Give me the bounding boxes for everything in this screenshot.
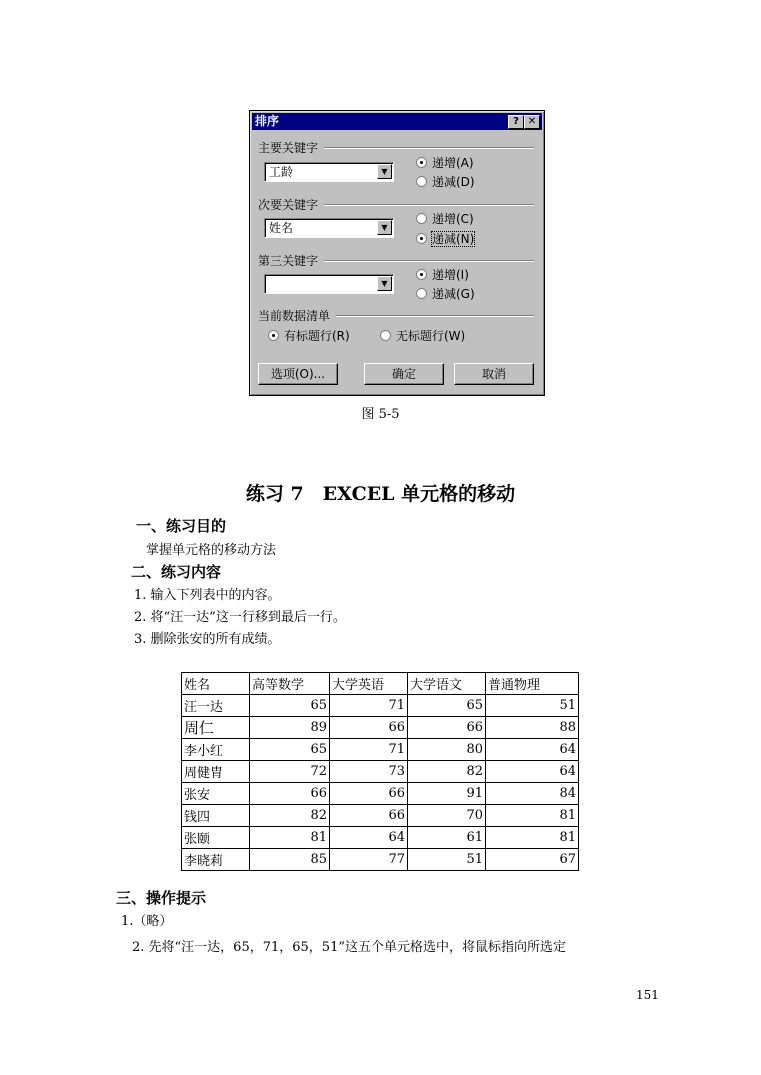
score-cell: 64 bbox=[486, 761, 579, 783]
score-cell: 72 bbox=[250, 761, 330, 783]
score-cell: 65 bbox=[408, 695, 486, 717]
table-row bbox=[182, 805, 579, 827]
third-desc-radio[interactable]: 递减(G) bbox=[416, 287, 475, 302]
score-cell: 73 bbox=[330, 761, 408, 783]
primary-key-label: 主要关键字 bbox=[258, 141, 319, 155]
score-cell: 67 bbox=[486, 849, 579, 871]
header-cell: 高等数学 bbox=[250, 673, 330, 695]
group-divider bbox=[324, 204, 534, 206]
group-divider bbox=[324, 260, 534, 262]
score-cell: 91 bbox=[408, 783, 486, 805]
name-cell: 汪一达 bbox=[182, 695, 250, 717]
no-header-radio[interactable]: 无标题行(W) bbox=[380, 329, 465, 344]
table-row bbox=[182, 849, 579, 871]
secondary-key-select[interactable]: 姓名 ▼ bbox=[264, 218, 394, 238]
score-cell: 81 bbox=[250, 827, 330, 849]
header-cell: 姓名 bbox=[182, 673, 250, 695]
table-row bbox=[182, 739, 579, 761]
name-cell: 周健胄 bbox=[182, 761, 250, 783]
secondary-key-label: 次要关键字 bbox=[258, 198, 319, 212]
name-cell: 钱四 bbox=[182, 805, 250, 827]
third-key-select[interactable] bbox=[264, 274, 394, 294]
score-cell: 81 bbox=[486, 827, 579, 849]
table-row bbox=[182, 717, 579, 739]
exercise-title: 练习 7 EXCEL 单元格的移动 bbox=[245, 483, 516, 505]
name-cell: 张安 bbox=[182, 783, 250, 805]
third-key-label: 第三关键字 bbox=[258, 254, 319, 268]
has-header-radio[interactable]: 有标题行(R) bbox=[268, 329, 350, 344]
goal-text: 掌握单元格的移动方法 bbox=[146, 543, 277, 558]
dialog-title: 排序 bbox=[255, 114, 280, 128]
score-cell: 64 bbox=[486, 739, 579, 761]
primary-desc-radio[interactable]: 递减(D) bbox=[416, 175, 475, 190]
primary-key-select[interactable]: 工龄 ▼ bbox=[264, 162, 394, 182]
hints-heading: 三、操作提示 bbox=[116, 889, 207, 907]
name-cell: 李小红 bbox=[182, 739, 250, 761]
score-cell: 66 bbox=[330, 805, 408, 827]
score-cell: 65 bbox=[250, 739, 330, 761]
radio-unchecked-icon bbox=[416, 213, 427, 224]
score-cell: 70 bbox=[408, 805, 486, 827]
name-cell: 周仁 bbox=[182, 717, 250, 739]
table-row bbox=[182, 761, 579, 783]
score-cell: 66 bbox=[408, 717, 486, 739]
radio-unchecked-icon bbox=[416, 288, 427, 299]
radio-checked-icon bbox=[268, 330, 279, 341]
chevron-down-icon[interactable]: ▼ bbox=[377, 220, 392, 235]
name-cell: 张颐 bbox=[182, 827, 250, 849]
table-row bbox=[182, 783, 579, 805]
dialog-titlebar bbox=[252, 113, 542, 130]
score-cell: 66 bbox=[330, 717, 408, 739]
figure-caption: 图 5-5 bbox=[361, 407, 400, 422]
current-list-label: 当前数据清单 bbox=[258, 309, 331, 323]
secondary-desc-radio[interactable]: 递减(N) bbox=[416, 232, 474, 247]
table-row bbox=[182, 695, 579, 717]
ok-button[interactable]: 确定 bbox=[364, 363, 444, 385]
radio-unchecked-icon bbox=[416, 176, 427, 187]
score-cell: 88 bbox=[486, 717, 579, 739]
radio-checked-icon bbox=[416, 233, 427, 244]
group-divider bbox=[336, 315, 534, 317]
help-icon[interactable]: ? bbox=[508, 115, 524, 129]
score-cell: 65 bbox=[250, 695, 330, 717]
score-cell: 85 bbox=[250, 849, 330, 871]
hint-item: 1.（略） bbox=[121, 914, 173, 929]
chevron-down-icon[interactable]: ▼ bbox=[377, 164, 392, 179]
sort-dialog bbox=[249, 110, 545, 396]
score-cell: 82 bbox=[408, 761, 486, 783]
goal-heading: 一、练习目的 bbox=[136, 517, 227, 535]
score-cell: 51 bbox=[408, 849, 486, 871]
score-cell: 66 bbox=[330, 783, 408, 805]
chevron-down-icon[interactable]: ▼ bbox=[377, 276, 392, 291]
radio-checked-icon bbox=[416, 269, 427, 280]
hint-item: 2. 先将“汪一达，65，71，65，51”这五个单元格选中，将鼠标指向所选定 bbox=[132, 940, 566, 955]
radio-checked-icon bbox=[416, 157, 427, 168]
group-divider bbox=[324, 147, 534, 149]
content-item: 3. 删除张安的所有成绩。 bbox=[134, 632, 281, 647]
secondary-asc-radio[interactable]: 递增(C) bbox=[416, 212, 474, 227]
score-cell: 64 bbox=[330, 827, 408, 849]
score-cell: 71 bbox=[330, 739, 408, 761]
primary-asc-radio[interactable]: 递增(A) bbox=[416, 156, 474, 171]
score-cell: 81 bbox=[486, 805, 579, 827]
header-cell: 大学语文 bbox=[408, 673, 486, 695]
score-cell: 61 bbox=[408, 827, 486, 849]
radio-unchecked-icon bbox=[380, 330, 391, 341]
third-asc-radio[interactable]: 递增(I) bbox=[416, 268, 469, 283]
score-table bbox=[181, 672, 579, 871]
content-heading: 二、练习内容 bbox=[131, 563, 222, 581]
score-cell: 82 bbox=[250, 805, 330, 827]
header-cell: 大学英语 bbox=[330, 673, 408, 695]
close-icon[interactable]: ✕ bbox=[524, 115, 540, 129]
cancel-button[interactable]: 取消 bbox=[454, 363, 534, 385]
page-number: 151 bbox=[636, 988, 659, 1002]
table-row bbox=[182, 827, 579, 849]
options-button[interactable]: 选项(O)... bbox=[258, 363, 338, 385]
score-cell: 77 bbox=[330, 849, 408, 871]
header-cell: 普通物理 bbox=[486, 673, 579, 695]
score-cell: 71 bbox=[330, 695, 408, 717]
score-cell: 80 bbox=[408, 739, 486, 761]
table-header-row bbox=[182, 673, 579, 695]
content-item: 1. 输入下列表中的内容。 bbox=[134, 588, 281, 603]
score-cell: 84 bbox=[486, 783, 579, 805]
score-cell: 51 bbox=[486, 695, 579, 717]
name-cell: 李晓莉 bbox=[182, 849, 250, 871]
score-cell: 66 bbox=[250, 783, 330, 805]
content-item: 2. 将“汪一达”这一行移到最后一行。 bbox=[134, 610, 346, 625]
score-cell: 89 bbox=[250, 717, 330, 739]
